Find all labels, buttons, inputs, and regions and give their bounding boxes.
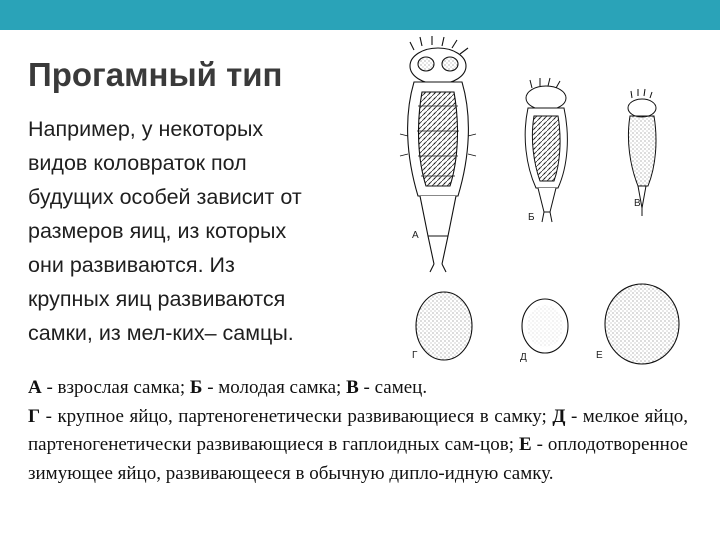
label-e: Е (596, 350, 603, 361)
caption-paragraph (28, 403, 688, 489)
body-line: будущих особей зависит от (28, 185, 302, 209)
rotifer-illustration (392, 36, 702, 370)
male-drawing (628, 89, 656, 216)
body-line: самки, из мел-ких– самцы. (28, 321, 294, 345)
label-v: В (634, 198, 641, 209)
caption-text: - самец. (358, 377, 428, 398)
caption-key: В (346, 377, 359, 398)
body-line: крупных яиц развиваются (28, 287, 286, 311)
winter-egg-drawing (605, 284, 679, 364)
slide-title: Прогамный тип (28, 56, 283, 93)
slide-body-text (28, 112, 388, 350)
label-g: Г (412, 350, 418, 361)
large-egg-drawing (416, 292, 472, 360)
caption-key: Е (518, 434, 532, 455)
body-line: размеров яиц, из которых (28, 219, 287, 243)
caption-key: Д (552, 405, 566, 427)
caption-text: - молодая самка; (202, 377, 347, 398)
caption-text: - мелкое яйцо, партеногенетически развивающиеся в гаплоидных сам-цов; (28, 405, 688, 455)
caption-text: - крупное яйцо, партеногенетически развивающиеся в самку; (40, 405, 553, 427)
caption-key: А (28, 377, 42, 398)
header-accent-bar (0, 0, 720, 30)
caption-key: Б (189, 377, 203, 398)
caption-text: - взрослая самка; (41, 377, 190, 398)
label-d: Д (520, 352, 527, 363)
caption-line-1 (28, 374, 688, 403)
label-b: Б (528, 212, 535, 223)
figure-caption (28, 374, 688, 488)
label-a: А (412, 230, 419, 241)
body-line: видов коловраток пол (28, 151, 247, 175)
caption-text: - оплодотворенное зимующее яйцо, развивающееся в обычную дипло-идную самку. (28, 434, 688, 484)
body-line: они развиваются. Из (28, 253, 235, 277)
caption-key: Г (28, 405, 41, 427)
body-line: Например, у некоторых (28, 117, 264, 141)
young-female-drawing (525, 78, 567, 222)
